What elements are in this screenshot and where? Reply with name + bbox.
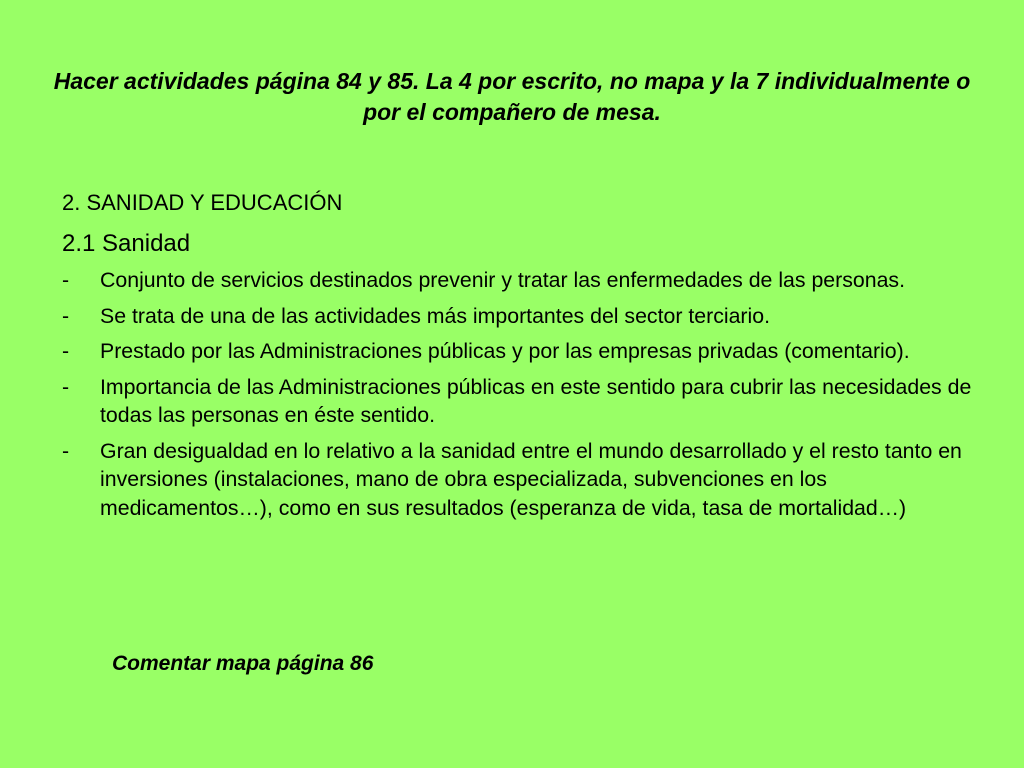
bullet-item	[62, 373, 972, 430]
bullet-item	[62, 337, 972, 366]
bullet-item	[62, 302, 972, 331]
section-title: 2. SANIDAD Y EDUCACIÓN	[62, 190, 343, 215]
bullet-text: Se trata de una de las actividades más importantes del sector terciario.	[100, 303, 771, 328]
bullet-dash: -	[62, 268, 70, 292]
bullet-item	[62, 437, 972, 523]
bullet-text: Importancia de las Administraciones públicas en este sentido para cubrir las necesidades de todas las personas en éste sentido.	[100, 374, 972, 427]
activity-instructions: Hacer actividades página 84 y 85. La 4 por escrito, no mapa y la 7 individualmente o por el compañero de mesa.	[53, 68, 971, 125]
subsection-title: 2.1 Sanidad	[62, 230, 191, 257]
bullet-item	[62, 266, 972, 295]
bullet-text: Conjunto de servicios destinados prevenir y tratar las enfermedades de las personas.	[100, 268, 905, 292]
bullet-dash: -	[62, 339, 70, 363]
bullet-dash: -	[62, 374, 70, 399]
bullet-dash: -	[62, 438, 70, 463]
bullet-text: Prestado por las Administraciones públicas y por las empresas privadas (comentario).	[100, 339, 910, 363]
bullet-dash: -	[62, 303, 70, 328]
map-comment-note: Comentar mapa página 86	[112, 652, 374, 675]
bullet-text: Gran desigualdad en lo relativo a la sanidad entre el mundo desarrollado y el resto tanto en inversiones (instalaciones, mano de obra especializada, subvenciones en los medicamentos…), como en sus resultados (esperanza de vida, tasa de mortalidad…)	[100, 438, 962, 520]
bullet-list	[62, 266, 972, 529]
